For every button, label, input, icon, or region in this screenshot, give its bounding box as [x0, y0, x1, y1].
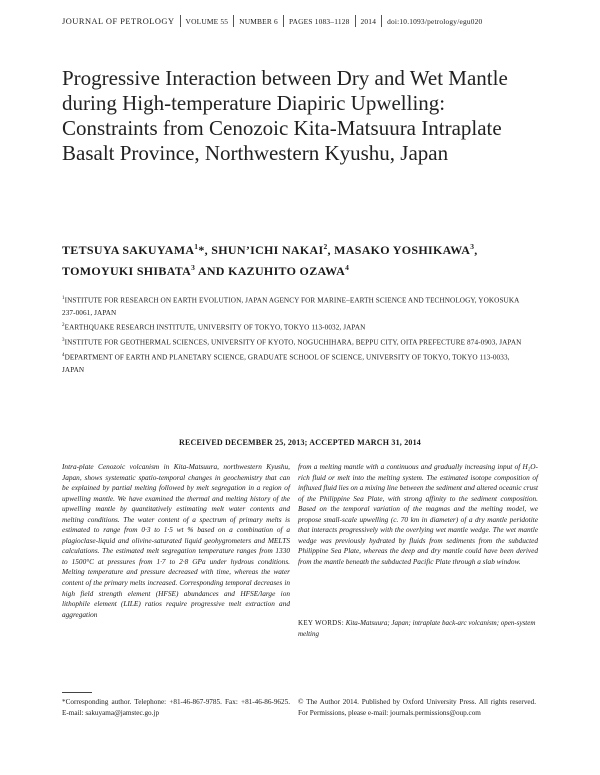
keywords-text: Kita-Matsuura; Japan; intraplate back-arc volcanism; open-system melting: [298, 619, 536, 638]
issue-number: NUMBER 6: [239, 16, 278, 26]
author: KAZUHITO OZAWA$^4$: [228, 263, 350, 278]
affiliation: $^2$EARTHQUAKE RESEARCH INSTITUTE, UNIVERSITY OF TOKYO, TOKYO 113-0032, JAPAN: [62, 323, 366, 332]
author: TOMOYUKI SHIBATA$^3$: [62, 263, 196, 278]
author: SHUN’ICHI NAKAI$^2$: [211, 242, 328, 257]
author: TETSUYA SAKUYAMA$^1$*: [62, 242, 205, 257]
footnote-rule: [62, 692, 92, 693]
affiliation: $^3$INSTITUTE FOR GEOTHERMAL SCIENCES, UNIVERSITY OF KYOTO, NOGUCHIHARA, BEPPU CITY, OITA PREFECTURE 874-0903, JAPAN: [62, 338, 522, 347]
affiliation: $^1$INSTITUTE FOR RESEARCH ON EARTH EVOLUTION, JAPAN AGENCY FOR MARINE–EARTH SCIENCE AND TECHNOLOGY, YOKOSUKA 237-0061, JAPAN: [62, 296, 520, 317]
keywords: [298, 618, 538, 639]
doi[interactable]: doi:10.1093/petrology/egu020: [387, 16, 483, 26]
author: MASAKO YOSHIKAWA$^3$: [334, 242, 475, 257]
correspondence-footnote: *Corresponding author. Telephone: +81-46-867-9785. Fax: +81-46-86-9625. E-mail: sakuyama@jamstec.go.jp: [62, 698, 290, 717]
page-range: PAGES 1083–1128: [288, 16, 350, 26]
year: 2014: [360, 16, 377, 26]
author-list: TETSUYA SAKUYAMA$^1$*, SHUN’ICHI NAKAI$^2$, MASAKO YOSHIKAWA$^3$, TOMOYUKI SHIBATA$^3$ AND KAZUHITO OZAWA$^4$: [62, 242, 478, 278]
paper-title: Progressive Interaction between Dry and Wet Mantle during High-temperature Diapiric Upwelling: Constraints from Cenozoic Kita-Matsuura Intraplate Basalt Province, Northwestern Kyushu, Japan: [62, 66, 508, 165]
abstract-column-left: Intra-plate Cenozoic volcanism in Kita-Matsuura, northwestern Kyushu, Japan, shows systematic spatio-temporal changes in geochemistry that can be explained by partial melting followed by melt segregation in a region of upwelling mantle. We have examined the thermal and melting history of the upwelling mantle by quantitatively estimating melt water contents and melting conditions. The water content of a spectrum of primary melts is estimated to range from 0·3 to 1·5 wt % based on a combination of a plagioclase-liquid and olivine-saturated liquid geohygrometers and MELTS calculations. The estimated melt segregation temperature ranges from 1330 to 1500°C at pressures from 1·7 to 2·8 GPa under hydrous conditions. Melting temperature and pressure decreased with time, whereas the water content of the primary melts increased. Corresponding temporal decreases in high field strength element (HFSE) abundances and HFSE/large ion lithophile element (LILE) ratios require progressive melt extraction and aggregation: [62, 462, 290, 619]
journal-name: JOURNAL OF PETROLOGY: [62, 16, 175, 26]
volume: VOLUME 55: [185, 16, 229, 26]
abstract-column-right: from a melting mantle with a continuous and gradually increasing input of H₂O-rich fluid or melt into the melting system. The estimated isotope composition of influxed fluid lies on a mixing line between the sediment and altered oceanic crust of the Philippine Sea Plate, with strong affinity to the sediment composition. Based on the temporal variation of the magmas and the melting model, we propose small-scale upwelling (c. 70 km in diameter) of a dry mantle peridotite that interacts progressively with the overlying wet mantle wedge. The wet mantle wedge was previously hydrated by fluids from sediments from the subducted Philippine Sea Plate, whereas the deep and dry mantle could have been derived from the mantle beneath the subducted Pacific Plate through a slab window.: [298, 462, 538, 566]
received-accepted-dates: RECEIVED DECEMBER 25, 2013; ACCEPTED MARCH 31, 2014: [179, 438, 421, 447]
copyright-notice: © The Author 2014. Published by Oxford University Press. All rights reserved. For Permissions, please e-mail: journals.permissions@oup.com: [298, 698, 536, 717]
affiliation: $^4$DEPARTMENT OF EARTH AND PLANETARY SCIENCE, GRADUATE SCHOOL OF SCIENCE, UNIVERSITY OF TOKYO, TOKYO 113-0033, JAPAN: [62, 353, 510, 375]
running-header: [62, 14, 542, 28]
keywords-label: KEY WORDS:: [298, 619, 344, 627]
affiliations: [62, 293, 532, 378]
